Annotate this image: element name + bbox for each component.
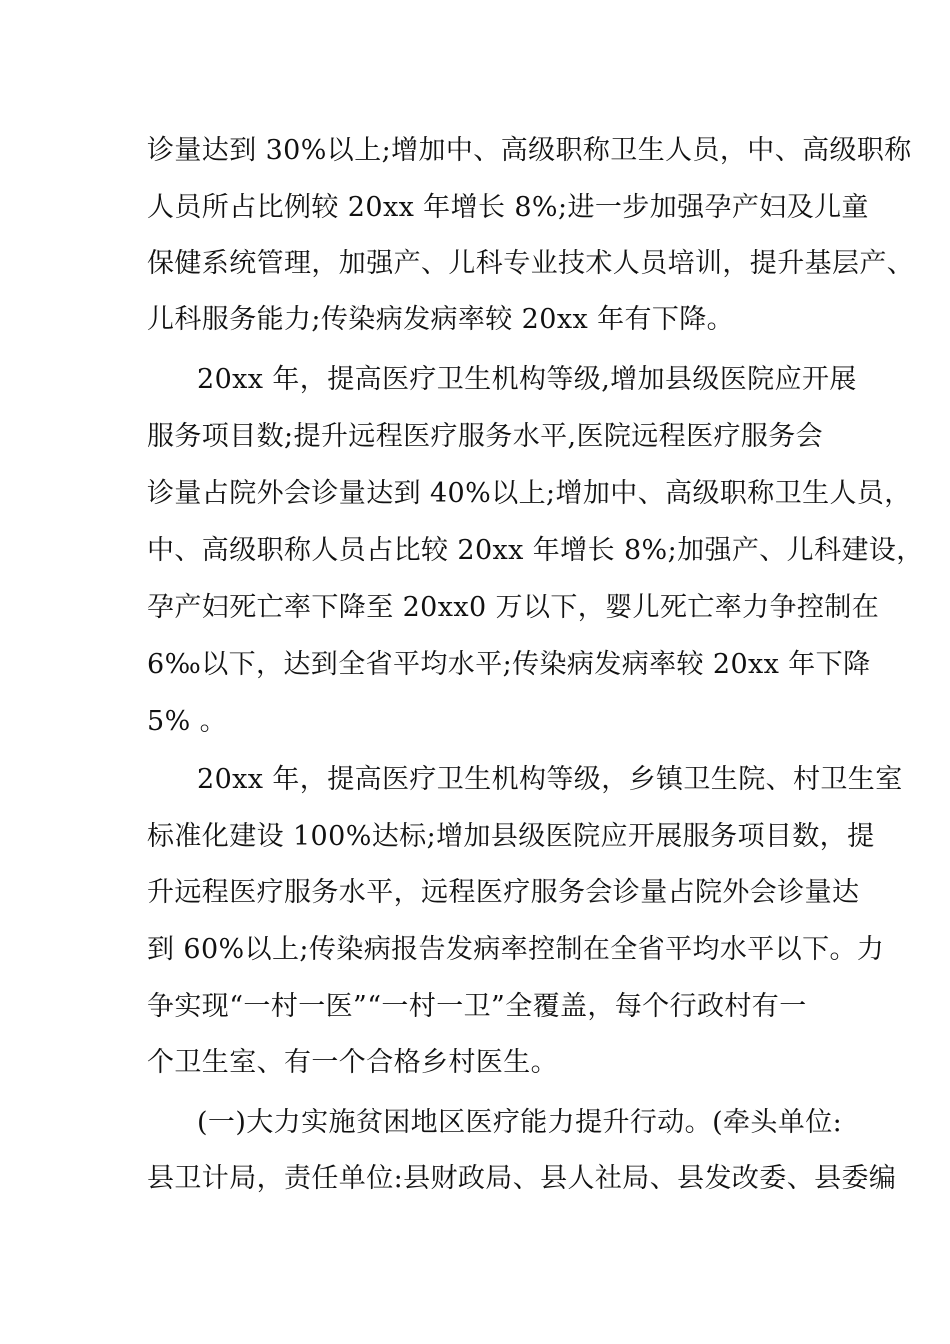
paragraph-start-line: 20xx 年，提高医疗卫生机构等级,增加县级医院应开展 [197,364,857,395]
text-line: 诊量占院外会诊量达到 40%以上;增加中、高级职称卫生人员， [147,478,912,509]
text-line: 诊量达到 30%以上;增加中、高级职称卫生人员，中、高级职称 [147,135,912,166]
text-line: 中、高级职称人员占比较 20xx 年增长 8%;加强产、儿科建设， [147,535,924,566]
text-line: 争实现“一村一医”“一村一卫”全覆盖，每个行政村有一 [147,991,807,1022]
text-line: 5% 。 [147,706,228,737]
text-line: 县卫计局，责任单位:县财政局、县人社局、县发改委、县委编 [147,1163,897,1194]
text-line: 服务项目数;提升远程医疗服务水平,医院远程医疗服务会 [147,421,824,452]
text-line: 孕产妇死亡率下降至 20xx0 万以下，婴儿死亡率力争控制在 [147,592,880,623]
paragraph-start-line: (一)大力实施贫困地区医疗能力提升行动。(牵头单位: [197,1107,843,1138]
paragraph-start-line: 20xx 年，提高医疗卫生机构等级，乡镇卫生院、村卫生室 [197,764,903,795]
text-line: 保健系统管理，加强产、儿科专业技术人员培训，提升基层产、 [147,248,915,279]
text-line: 标准化建设 100%达标;增加县级医院应开展服务项目数，提 [147,821,875,852]
text-line: 到 60%以上;传染病报告发病率控制在全省平均水平以下。力 [147,934,885,965]
text-line: 升远程医疗服务水平，远程医疗服务会诊量占院外会诊量达 [147,877,860,908]
text-line: 个卫生室、有一个合格乡村医生。 [147,1047,558,1078]
text-line: 人员所占比例较 20xx 年增长 8%;进一步加强孕产妇及儿童 [147,192,869,223]
text-line: 儿科服务能力;传染病发病率较 20xx 年有下降。 [147,304,735,335]
text-line: 6‰以下，达到全省平均水平;传染病发病率较 20xx 年下降 [147,649,871,680]
